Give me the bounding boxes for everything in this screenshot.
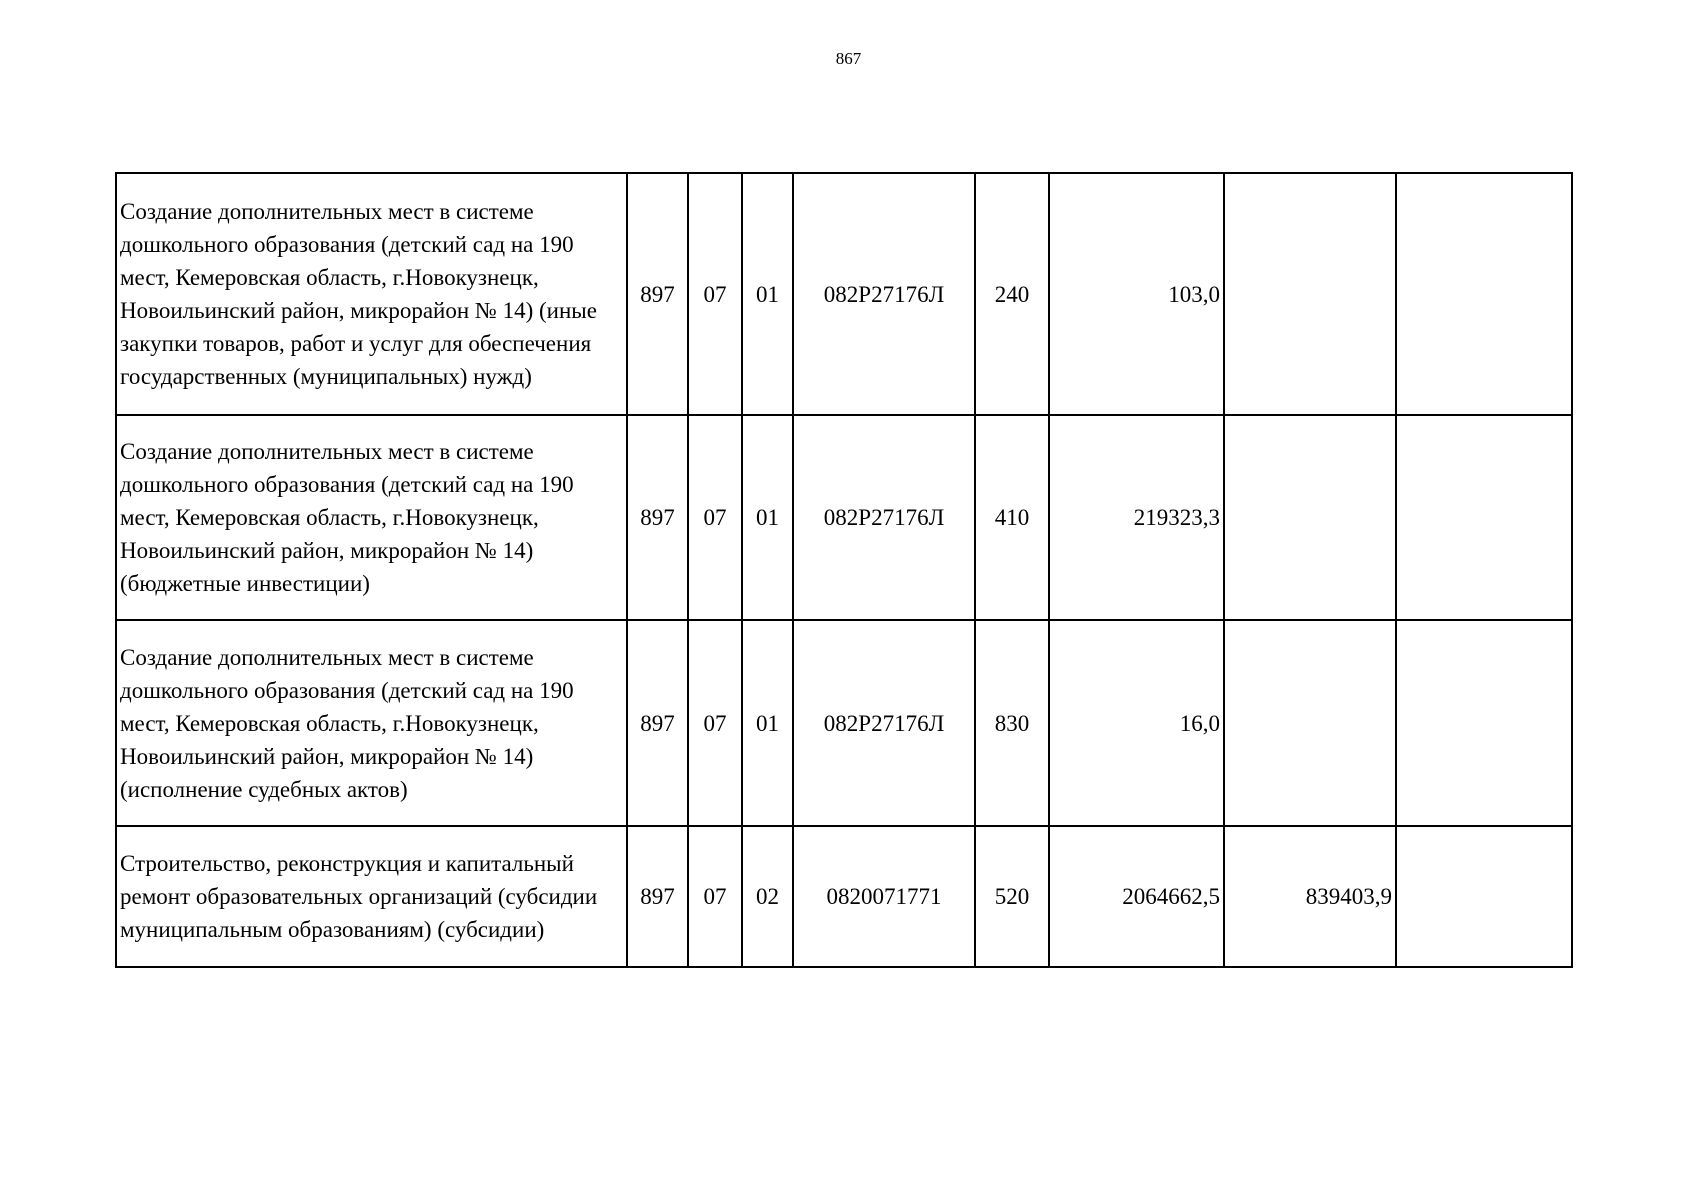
subsection-code: 01: [742, 620, 793, 826]
amount-year-2: [1224, 620, 1396, 826]
section-code: 07: [688, 620, 742, 826]
amount-year-1: 2064662,5: [1049, 826, 1224, 967]
subsection-code: 01: [742, 415, 793, 620]
ministry-code: 897: [627, 173, 688, 415]
amount-year-1: 103,0: [1049, 173, 1224, 415]
row-description: Создание дополнительных мест в системе дошкольного образования (детский сад на 190 мест, Кемеровская область, г.Новокузнецк, Новоильинский район, микрорайон № 14) (иные закупки товаров, работ и услуг для обеспечения государственных (муниципальных) нужд): [116, 173, 627, 415]
page-number: 867: [835, 49, 862, 68]
amount-year-1: 219323,3: [1049, 415, 1224, 620]
budget-table: [115, 172, 1573, 968]
row-description: Строительство, реконструкция и капитальный ремонт образовательных организаций (субсидии муниципальным образованиям) (субсидии): [116, 826, 627, 967]
table-row: [116, 173, 1572, 415]
amount-year-2: [1224, 415, 1396, 620]
section-code: 07: [688, 415, 742, 620]
row-description: Создание дополнительных мест в системе дошкольного образования (детский сад на 190 мест, Кемеровская область, г.Новокузнецк, Новоильинский район, микрорайон № 14) (бюджетные инвестиции): [116, 415, 627, 620]
expense-type-code: 240: [975, 173, 1049, 415]
expense-type-code: 830: [975, 620, 1049, 826]
target-article-code: 082P27176Л: [793, 620, 975, 826]
expense-type-code: 410: [975, 415, 1049, 620]
target-article-code: 0820071771: [793, 826, 975, 967]
amount-year-1: 16,0: [1049, 620, 1224, 826]
subsection-code: 01: [742, 173, 793, 415]
table-row: [116, 415, 1572, 620]
subsection-code: 02: [742, 826, 793, 967]
section-code: 07: [688, 173, 742, 415]
amount-year-2: [1224, 173, 1396, 415]
ministry-code: 897: [627, 415, 688, 620]
target-article-code: 082P27176Л: [793, 415, 975, 620]
amount-year-3: [1396, 415, 1572, 620]
table-row: [116, 620, 1572, 826]
expense-type-code: 520: [975, 826, 1049, 967]
amount-year-3: [1396, 620, 1572, 826]
amount-year-3: [1396, 826, 1572, 967]
ministry-code: 897: [627, 826, 688, 967]
target-article-code: 082P27176Л: [793, 173, 975, 415]
row-description: Создание дополнительных мест в системе дошкольного образования (детский сад на 190 мест, Кемеровская область, г.Новокузнецк, Новоильинский район, микрорайон № 14) (исполнение судебных актов): [116, 620, 627, 826]
section-code: 07: [688, 826, 742, 967]
amount-year-3: [1396, 173, 1572, 415]
amount-year-2: 839403,9: [1224, 826, 1396, 967]
ministry-code: 897: [627, 620, 688, 826]
table-row: [116, 826, 1572, 967]
